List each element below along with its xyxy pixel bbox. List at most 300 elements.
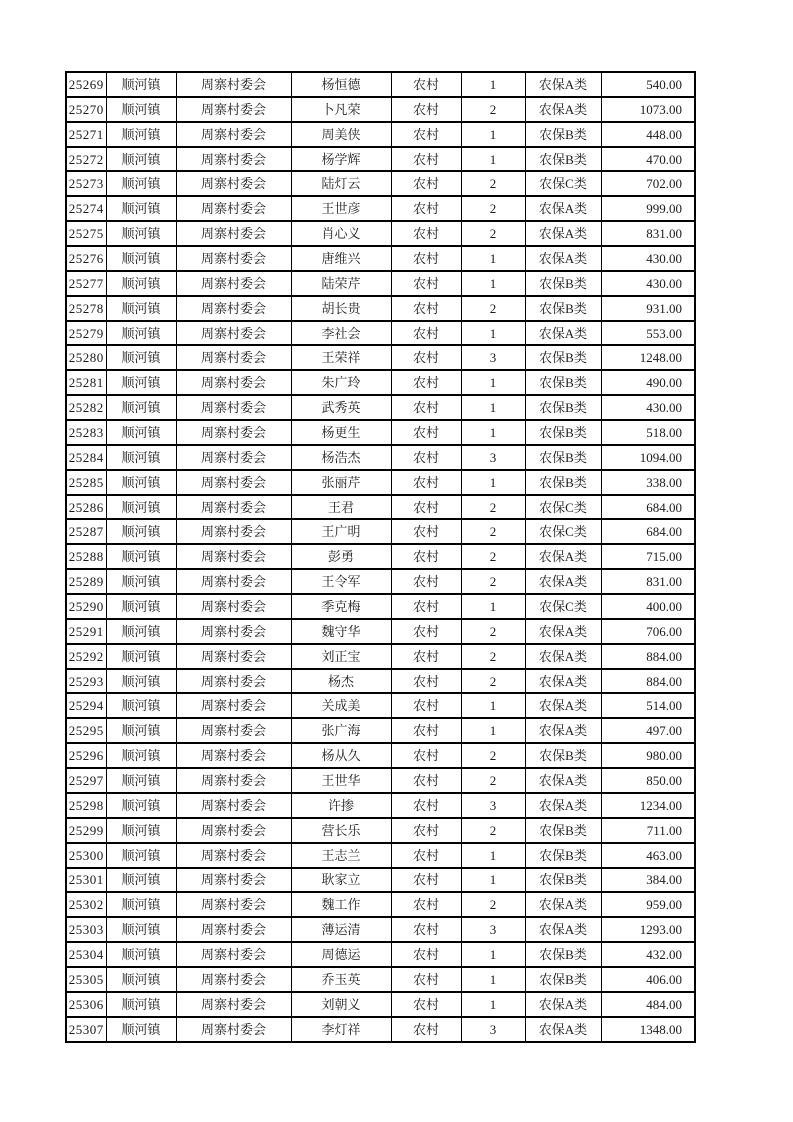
cell-village-committee: 周寨村委会 (176, 718, 291, 743)
table-row (66, 942, 695, 967)
cell-town: 顺河镇 (106, 72, 176, 97)
cell-insurance-category: 农保A类 (525, 321, 601, 346)
cell-person-name: 关成美 (291, 693, 391, 718)
cell-town: 顺河镇 (106, 768, 176, 793)
cell-amount: 831.00 (601, 569, 695, 594)
cell-residence-type: 农村 (391, 296, 461, 321)
cell-amount: 959.00 (601, 892, 695, 917)
cell-town: 顺河镇 (106, 619, 176, 644)
table-row (66, 122, 695, 147)
cell-residence-type: 农村 (391, 569, 461, 594)
cell-amount: 1234.00 (601, 793, 695, 818)
cell-town: 顺河镇 (106, 1017, 176, 1042)
cell-insurance-category: 农保A类 (525, 196, 601, 221)
cell-record-id: 25275 (66, 221, 106, 246)
cell-person-name: 陆荣芹 (291, 271, 391, 296)
cell-record-id: 25280 (66, 345, 106, 370)
table-row (66, 171, 695, 196)
cell-village-committee: 周寨村委会 (176, 594, 291, 619)
cell-amount: 430.00 (601, 395, 695, 420)
table-row (66, 296, 695, 321)
table-row (66, 495, 695, 520)
cell-record-id: 25269 (66, 72, 106, 97)
cell-person-count: 1 (461, 271, 525, 296)
cell-amount: 432.00 (601, 942, 695, 967)
cell-person-count: 2 (461, 495, 525, 520)
cell-person-count: 1 (461, 72, 525, 97)
table-row (66, 619, 695, 644)
cell-person-name: 张丽芹 (291, 470, 391, 495)
cell-village-committee: 周寨村委会 (176, 196, 291, 221)
cell-person-name: 王令军 (291, 569, 391, 594)
cell-person-name: 杨杰 (291, 669, 391, 694)
cell-person-name: 朱广玲 (291, 370, 391, 395)
cell-amount: 384.00 (601, 868, 695, 893)
cell-village-committee: 周寨村委会 (176, 97, 291, 122)
cell-village-committee: 周寨村委会 (176, 1017, 291, 1042)
cell-town: 顺河镇 (106, 569, 176, 594)
cell-insurance-category: 农保A类 (525, 693, 601, 718)
cell-village-committee: 周寨村委会 (176, 395, 291, 420)
cell-insurance-category: 农保A类 (525, 992, 601, 1017)
cell-residence-type: 农村 (391, 818, 461, 843)
cell-town: 顺河镇 (106, 271, 176, 296)
cell-town: 顺河镇 (106, 917, 176, 942)
cell-village-committee: 周寨村委会 (176, 818, 291, 843)
cell-person-name: 陆灯云 (291, 171, 391, 196)
table-row (66, 544, 695, 569)
cell-person-name: 乔玉英 (291, 967, 391, 992)
cell-amount: 884.00 (601, 644, 695, 669)
cell-amount: 711.00 (601, 818, 695, 843)
cell-residence-type: 农村 (391, 768, 461, 793)
cell-village-committee: 周寨村委会 (176, 619, 291, 644)
cell-person-name: 武秀英 (291, 395, 391, 420)
cell-village-committee: 周寨村委会 (176, 693, 291, 718)
cell-record-id: 25284 (66, 445, 106, 470)
cell-record-id: 25271 (66, 122, 106, 147)
table-row (66, 470, 695, 495)
cell-person-name: 卜凡荣 (291, 97, 391, 122)
cell-village-committee: 周寨村委会 (176, 942, 291, 967)
cell-residence-type: 农村 (391, 843, 461, 868)
cell-village-committee: 周寨村委会 (176, 743, 291, 768)
cell-insurance-category: 农保A类 (525, 1017, 601, 1042)
cell-town: 顺河镇 (106, 644, 176, 669)
cell-amount: 980.00 (601, 743, 695, 768)
cell-insurance-category: 农保A类 (525, 669, 601, 694)
cell-insurance-category: 农保B类 (525, 395, 601, 420)
cell-person-name: 刘正宝 (291, 644, 391, 669)
cell-village-committee: 周寨村委会 (176, 917, 291, 942)
cell-person-name: 杨浩杰 (291, 445, 391, 470)
cell-amount: 1348.00 (601, 1017, 695, 1042)
cell-person-count: 3 (461, 445, 525, 470)
cell-town: 顺河镇 (106, 843, 176, 868)
cell-village-committee: 周寨村委会 (176, 122, 291, 147)
cell-record-id: 25293 (66, 669, 106, 694)
cell-village-committee: 周寨村委会 (176, 271, 291, 296)
table-row (66, 793, 695, 818)
cell-town: 顺河镇 (106, 892, 176, 917)
table-row (66, 992, 695, 1017)
cell-town: 顺河镇 (106, 669, 176, 694)
cell-town: 顺河镇 (106, 345, 176, 370)
cell-town: 顺河镇 (106, 818, 176, 843)
table-row (66, 967, 695, 992)
cell-insurance-category: 农保A类 (525, 72, 601, 97)
cell-insurance-category: 农保A类 (525, 768, 601, 793)
table-row (66, 246, 695, 271)
cell-town: 顺河镇 (106, 97, 176, 122)
cell-person-count: 3 (461, 1017, 525, 1042)
cell-person-count: 3 (461, 345, 525, 370)
cell-insurance-category: 农保A类 (525, 718, 601, 743)
cell-person-count: 1 (461, 718, 525, 743)
cell-record-id: 25279 (66, 321, 106, 346)
cell-record-id: 25276 (66, 246, 106, 271)
cell-village-committee: 周寨村委会 (176, 246, 291, 271)
cell-person-count: 1 (461, 395, 525, 420)
cell-village-committee: 周寨村委会 (176, 793, 291, 818)
cell-record-id: 25285 (66, 470, 106, 495)
cell-residence-type: 农村 (391, 718, 461, 743)
cell-amount: 490.00 (601, 370, 695, 395)
cell-person-count: 1 (461, 122, 525, 147)
cell-residence-type: 农村 (391, 519, 461, 544)
cell-person-count: 1 (461, 942, 525, 967)
cell-village-committee: 周寨村委会 (176, 544, 291, 569)
cell-town: 顺河镇 (106, 420, 176, 445)
cell-insurance-category: 农保C类 (525, 495, 601, 520)
table-row (66, 718, 695, 743)
cell-person-name: 李灯祥 (291, 1017, 391, 1042)
cell-insurance-category: 农保A类 (525, 619, 601, 644)
cell-residence-type: 农村 (391, 917, 461, 942)
cell-person-count: 2 (461, 519, 525, 544)
cell-insurance-category: 农保B类 (525, 445, 601, 470)
cell-record-id: 25294 (66, 693, 106, 718)
cell-insurance-category: 农保A类 (525, 221, 601, 246)
cell-residence-type: 农村 (391, 793, 461, 818)
cell-village-committee: 周寨村委会 (176, 519, 291, 544)
cell-town: 顺河镇 (106, 793, 176, 818)
cell-record-id: 25304 (66, 942, 106, 967)
cell-record-id: 25282 (66, 395, 106, 420)
cell-record-id: 25287 (66, 519, 106, 544)
cell-insurance-category: 农保B类 (525, 370, 601, 395)
cell-amount: 1073.00 (601, 97, 695, 122)
cell-record-id: 25289 (66, 569, 106, 594)
cell-person-name: 周德运 (291, 942, 391, 967)
cell-insurance-category: 农保A类 (525, 569, 601, 594)
cell-person-name: 杨恒德 (291, 72, 391, 97)
cell-record-id: 25301 (66, 868, 106, 893)
table-row (66, 395, 695, 420)
cell-person-name: 薄运清 (291, 917, 391, 942)
cell-residence-type: 农村 (391, 693, 461, 718)
cell-village-committee: 周寨村委会 (176, 569, 291, 594)
cell-residence-type: 农村 (391, 370, 461, 395)
cell-person-count: 1 (461, 246, 525, 271)
cell-insurance-category: 农保A类 (525, 892, 601, 917)
cell-residence-type: 农村 (391, 122, 461, 147)
cell-village-committee: 周寨村委会 (176, 420, 291, 445)
cell-residence-type: 农村 (391, 97, 461, 122)
cell-town: 顺河镇 (106, 693, 176, 718)
cell-town: 顺河镇 (106, 196, 176, 221)
cell-insurance-category: 农保B类 (525, 743, 601, 768)
cell-person-count: 1 (461, 868, 525, 893)
benefits-roster-table (65, 71, 696, 1043)
cell-person-count: 2 (461, 743, 525, 768)
cell-town: 顺河镇 (106, 122, 176, 147)
cell-amount: 470.00 (601, 147, 695, 172)
cell-insurance-category: 农保B类 (525, 470, 601, 495)
cell-town: 顺河镇 (106, 321, 176, 346)
cell-insurance-category: 农保C类 (525, 171, 601, 196)
cell-person-name: 魏工作 (291, 892, 391, 917)
cell-village-committee: 周寨村委会 (176, 296, 291, 321)
cell-record-id: 25302 (66, 892, 106, 917)
cell-person-name: 周美侠 (291, 122, 391, 147)
cell-person-name: 王荣祥 (291, 345, 391, 370)
cell-amount: 430.00 (601, 246, 695, 271)
table-row (66, 321, 695, 346)
table-row (66, 519, 695, 544)
cell-residence-type: 农村 (391, 147, 461, 172)
cell-amount: 1094.00 (601, 445, 695, 470)
cell-town: 顺河镇 (106, 544, 176, 569)
cell-insurance-category: 农保B类 (525, 868, 601, 893)
cell-person-count: 1 (461, 147, 525, 172)
cell-amount: 553.00 (601, 321, 695, 346)
cell-residence-type: 农村 (391, 495, 461, 520)
cell-person-count: 2 (461, 97, 525, 122)
table-row (66, 445, 695, 470)
cell-person-count: 2 (461, 644, 525, 669)
cell-village-committee: 周寨村委会 (176, 669, 291, 694)
cell-residence-type: 农村 (391, 644, 461, 669)
cell-record-id: 25272 (66, 147, 106, 172)
cell-person-name: 唐维兴 (291, 246, 391, 271)
cell-village-committee: 周寨村委会 (176, 644, 291, 669)
cell-residence-type: 农村 (391, 594, 461, 619)
cell-amount: 540.00 (601, 72, 695, 97)
document-page (65, 71, 696, 1043)
cell-person-count: 1 (461, 420, 525, 445)
cell-person-count: 2 (461, 569, 525, 594)
cell-person-name: 彭勇 (291, 544, 391, 569)
cell-amount: 1248.00 (601, 345, 695, 370)
cell-amount: 884.00 (601, 669, 695, 694)
cell-insurance-category: 农保B类 (525, 345, 601, 370)
cell-town: 顺河镇 (106, 495, 176, 520)
cell-village-committee: 周寨村委会 (176, 171, 291, 196)
cell-village-committee: 周寨村委会 (176, 892, 291, 917)
cell-residence-type: 农村 (391, 420, 461, 445)
cell-person-count: 1 (461, 470, 525, 495)
cell-town: 顺河镇 (106, 718, 176, 743)
cell-person-name: 王志兰 (291, 843, 391, 868)
cell-insurance-category: 农保B类 (525, 818, 601, 843)
cell-village-committee: 周寨村委会 (176, 992, 291, 1017)
cell-record-id: 25274 (66, 196, 106, 221)
table-row (66, 569, 695, 594)
cell-insurance-category: 农保A类 (525, 544, 601, 569)
cell-person-count: 2 (461, 669, 525, 694)
cell-amount: 514.00 (601, 693, 695, 718)
cell-town: 顺河镇 (106, 967, 176, 992)
cell-amount: 1293.00 (601, 917, 695, 942)
cell-amount: 684.00 (601, 519, 695, 544)
cell-residence-type: 农村 (391, 743, 461, 768)
cell-amount: 497.00 (601, 718, 695, 743)
cell-residence-type: 农村 (391, 445, 461, 470)
cell-record-id: 25300 (66, 843, 106, 868)
cell-town: 顺河镇 (106, 470, 176, 495)
cell-insurance-category: 农保B类 (525, 942, 601, 967)
cell-person-name: 王世华 (291, 768, 391, 793)
cell-amount: 518.00 (601, 420, 695, 445)
cell-record-id: 25283 (66, 420, 106, 445)
cell-person-count: 2 (461, 296, 525, 321)
cell-insurance-category: 农保B类 (525, 967, 601, 992)
table-row (66, 868, 695, 893)
cell-residence-type: 农村 (391, 345, 461, 370)
cell-amount: 684.00 (601, 495, 695, 520)
cell-town: 顺河镇 (106, 370, 176, 395)
cell-record-id: 25273 (66, 171, 106, 196)
cell-person-count: 2 (461, 892, 525, 917)
cell-insurance-category: 农保B类 (525, 420, 601, 445)
cell-person-name: 张广海 (291, 718, 391, 743)
table-row (66, 420, 695, 445)
cell-residence-type: 农村 (391, 221, 461, 246)
table-row (66, 97, 695, 122)
cell-insurance-category: 农保A类 (525, 917, 601, 942)
cell-person-count: 2 (461, 171, 525, 196)
cell-insurance-category: 农保B类 (525, 296, 601, 321)
cell-person-name: 季克梅 (291, 594, 391, 619)
cell-village-committee: 周寨村委会 (176, 495, 291, 520)
cell-residence-type: 农村 (391, 967, 461, 992)
cell-town: 顺河镇 (106, 594, 176, 619)
cell-person-name: 刘朝义 (291, 992, 391, 1017)
cell-insurance-category: 农保A类 (525, 793, 601, 818)
cell-insurance-category: 农保C类 (525, 594, 601, 619)
table-row (66, 147, 695, 172)
cell-record-id: 25298 (66, 793, 106, 818)
table-row (66, 594, 695, 619)
cell-town: 顺河镇 (106, 868, 176, 893)
cell-person-count: 2 (461, 768, 525, 793)
cell-residence-type: 农村 (391, 892, 461, 917)
cell-person-count: 3 (461, 793, 525, 818)
cell-record-id: 25299 (66, 818, 106, 843)
cell-amount: 484.00 (601, 992, 695, 1017)
cell-record-id: 25292 (66, 644, 106, 669)
cell-insurance-category: 农保A类 (525, 246, 601, 271)
cell-village-committee: 周寨村委会 (176, 345, 291, 370)
cell-amount: 702.00 (601, 171, 695, 196)
cell-residence-type: 农村 (391, 470, 461, 495)
cell-village-committee: 周寨村委会 (176, 321, 291, 346)
table-row (66, 271, 695, 296)
cell-town: 顺河镇 (106, 445, 176, 470)
cell-record-id: 25291 (66, 619, 106, 644)
cell-record-id: 25307 (66, 1017, 106, 1042)
cell-amount: 931.00 (601, 296, 695, 321)
cell-town: 顺河镇 (106, 743, 176, 768)
table-row (66, 693, 695, 718)
cell-residence-type: 农村 (391, 669, 461, 694)
cell-record-id: 25286 (66, 495, 106, 520)
cell-person-count: 1 (461, 843, 525, 868)
table-row (66, 196, 695, 221)
cell-person-count: 1 (461, 992, 525, 1017)
cell-residence-type: 农村 (391, 246, 461, 271)
cell-amount: 430.00 (601, 271, 695, 296)
cell-town: 顺河镇 (106, 147, 176, 172)
cell-residence-type: 农村 (391, 271, 461, 296)
cell-record-id: 25296 (66, 743, 106, 768)
cell-record-id: 25303 (66, 917, 106, 942)
table-row (66, 1017, 695, 1042)
cell-residence-type: 农村 (391, 196, 461, 221)
cell-person-name: 杨从久 (291, 743, 391, 768)
cell-person-count: 2 (461, 196, 525, 221)
cell-person-count: 2 (461, 544, 525, 569)
cell-record-id: 25288 (66, 544, 106, 569)
cell-residence-type: 农村 (391, 544, 461, 569)
table-row (66, 370, 695, 395)
cell-record-id: 25281 (66, 370, 106, 395)
cell-amount: 831.00 (601, 221, 695, 246)
table-body (66, 72, 695, 1042)
cell-insurance-category: 农保C类 (525, 519, 601, 544)
cell-record-id: 25270 (66, 97, 106, 122)
cell-insurance-category: 农保B类 (525, 122, 601, 147)
cell-person-name: 王广明 (291, 519, 391, 544)
cell-person-count: 2 (461, 221, 525, 246)
cell-residence-type: 农村 (391, 619, 461, 644)
cell-person-count: 1 (461, 693, 525, 718)
cell-record-id: 25290 (66, 594, 106, 619)
cell-town: 顺河镇 (106, 296, 176, 321)
cell-person-name: 胡长贵 (291, 296, 391, 321)
cell-insurance-category: 农保B类 (525, 147, 601, 172)
cell-record-id: 25306 (66, 992, 106, 1017)
table-row (66, 892, 695, 917)
cell-village-committee: 周寨村委会 (176, 470, 291, 495)
cell-town: 顺河镇 (106, 246, 176, 271)
cell-record-id: 25295 (66, 718, 106, 743)
cell-record-id: 25278 (66, 296, 106, 321)
cell-person-name: 杨学辉 (291, 147, 391, 172)
cell-person-count: 1 (461, 594, 525, 619)
cell-amount: 448.00 (601, 122, 695, 147)
cell-amount: 406.00 (601, 967, 695, 992)
cell-person-count: 1 (461, 967, 525, 992)
table-row (66, 818, 695, 843)
cell-residence-type: 农村 (391, 942, 461, 967)
cell-amount: 400.00 (601, 594, 695, 619)
cell-village-committee: 周寨村委会 (176, 868, 291, 893)
cell-town: 顺河镇 (106, 221, 176, 246)
table-row (66, 644, 695, 669)
cell-person-count: 2 (461, 619, 525, 644)
